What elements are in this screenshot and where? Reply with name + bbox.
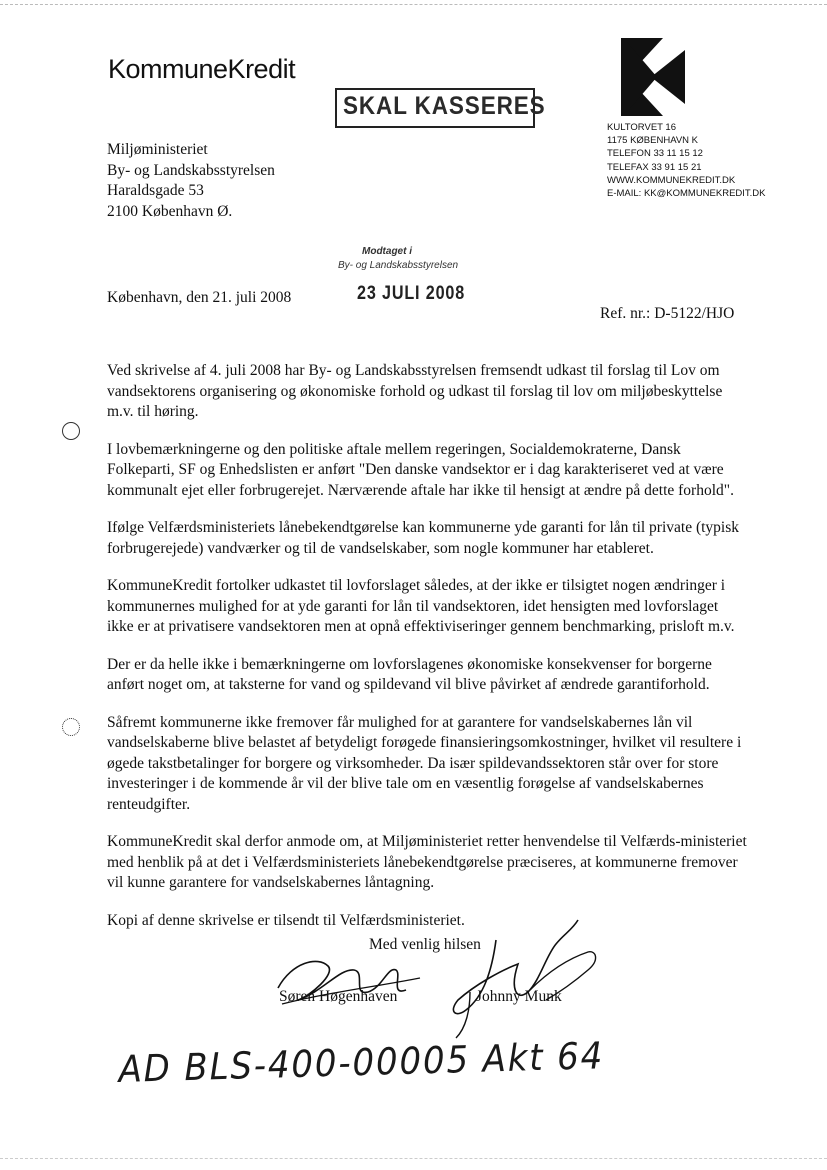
received-stamp-date: 23 JULI 2008 [357,283,466,304]
kommunekredit-logo [607,38,685,116]
body-paragraph: I lovbemærkningerne og den politiske aftale mellem regeringen, Socialdemokraterne, Dansk Folkeparti, SF og Enhedslisten er anført "Den danske vandsektor er i dag karakteriseret ved at være kommunalt ejet eller forbrugerejet. Nærværende aftale har ikke til hensigt at ændre på dette forhold". [107,440,734,499]
brand-name: KommuneKredit [108,54,296,84]
recipient-line: 2100 København Ø. [107,202,233,220]
body-paragraph: Ved skrivelse af 4. juli 2008 har By- og Landskabsstyrelsen fremsendt udkast til forslag til Lov om vandsektorens organisering og økonomiske forhold og udkast til forslag til lov om miljøbeskyttelse m.v. til høring. [107,362,723,420]
reference-number: Ref. nr.: D-5122/HJO [600,305,735,322]
body-paragraph: KommuneKredit fortolker udkastet til lovforslaget således, at der ikke er tilsigtet nogen ændringer i kommunernes mulighed for at yde garanti for lån til vandsektoren, idet hensigten med lovforslaget ikke er at privatisere vandsektoren men at opnå effektiviseringer gennem benchmarking, prisloft m.v. [107,577,735,635]
recipient-address [107,140,275,222]
address-city: 1175 KØBENHAVN K [607,135,698,147]
scan-edge-top [0,4,827,5]
recipient-line: By- og Landskabsstyrelsen [107,161,275,179]
punch-hole-mark [62,718,80,736]
company-address [607,121,766,200]
address-web: WWW.KOMMUNEKREDIT.DK [607,174,736,186]
body-paragraph: Såfremt kommunerne ikke fremover får mulighed for at garantere for vandselskabernes lån vil vandselskaberne blive belastet af betydeligt forøgede finansieringsomkostninger, hvilket vil resultere i øgede takstbetalinger for borgere og virksomheder. Da især spildevandssektoren står over for store investeringer i de kommende år vil der blive tale om en væsentlig forøgelse af vandselskabernes renteudgifter. [107,713,742,813]
received-stamp-org: By- og Landskabsstyrelsen [338,260,459,271]
handwritten-signatures [270,900,610,1050]
signatory-name: Søren Høgenhaven [279,988,398,1005]
address-phone: TELEFON 33 11 15 12 [607,148,703,160]
body-paragraph: Kopi af denne skrivelse er tilsendt til Velfærdsministeriet. [107,911,465,929]
recipient-line: Haraldsgade 53 [107,182,204,199]
address-fax: TELEFAX 33 91 15 21 [607,161,702,173]
body-paragraph: KommuneKredit skal derfor anmode om, at Miljøministeriet retter henvendelse til Velfærds-ministeriet med henblik på at det i Velfærdsministeriets lånebekendtgørelse præciseres, at kommunerne fremover vil kunne garantere for vandselskabernes låntagning. [107,833,747,891]
place-and-date: København, den 21. juli 2008 [107,289,292,306]
recipient-line: Miljøministeriet [107,141,208,158]
body-paragraph: Der er da helle ikke i bemærkningerne om lovforslagenes økonomiske konsekvenser for borgerne anført noget om, at taksterne for vand og spildevand vil blive påvirket af ændrede garantiforhold. [107,655,712,693]
discard-stamp: SKAL KASSERES [343,92,546,120]
handwritten-file-note: AD BLS-400-00005 Akt 64 [118,1034,605,1091]
signatory-name: Johnny Munk [476,988,562,1005]
address-street: KULTORVET 16 [607,122,676,133]
closing-greeting: Med venlig hilsen [369,936,481,953]
address-email: E-MAIL: KK@KOMMUNEKREDIT.DK [607,188,766,200]
body-paragraph: Ifølge Velfærdsministeriets lånebekendtgørelse kan kommunerne yde garanti for lån til private (typisk forbrugerejede) vandværker og til de vandselskaber, som nogle kommuner har etableret. [107,519,740,557]
received-stamp-label: Modtaget i [362,246,412,257]
letter-body [107,361,747,948]
punch-hole-mark [62,422,80,440]
scan-edge-bottom [0,1158,827,1159]
